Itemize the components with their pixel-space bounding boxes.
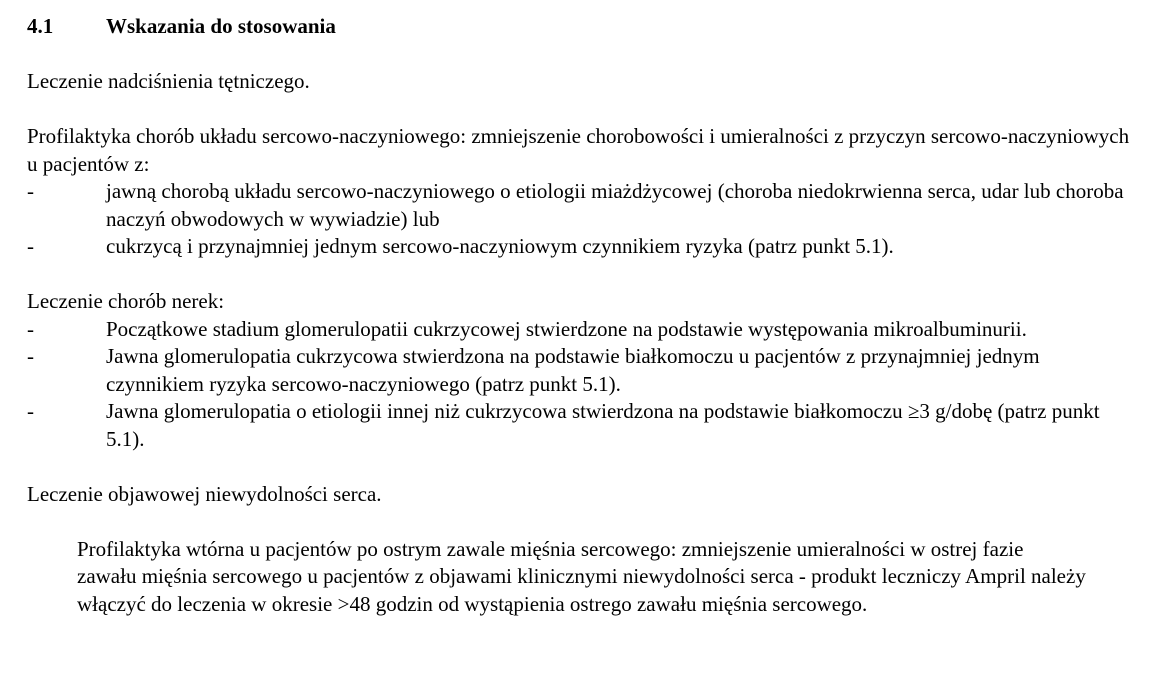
hypertension-paragraph: Leczenie nadciśnienia tętniczego. — [27, 69, 310, 93]
section-number: 4.1 — [27, 14, 54, 38]
cardio-prevention-block — [27, 123, 1137, 261]
list-item — [27, 398, 1137, 453]
list-item-text: Jawna glomerulopatia o etiologii innej niż cukrzycowa stwierdzona na podstawie białkomoczu ≥3 g/dobę (patrz punkt 5.1). — [106, 399, 1100, 451]
bullet-dash: - — [27, 399, 34, 423]
document-page — [27, 13, 1137, 618]
list-item-text: cukrzycą i przynajmniej jednym sercowo-naczyniowym czynnikiem ryzyka (patrz punkt 5.1). — [106, 234, 894, 258]
section-title: Wskazania do stosowania — [106, 14, 336, 38]
list-item-text: jawną chorobą układu sercowo-naczyniowego o etiologii miażdżycowej (choroba niedokrwienna serca, udar lub choroba naczyń obwodowych w wywiadzie) lub — [106, 179, 1124, 231]
bullet-dash: - — [27, 234, 34, 258]
bullet-dash: - — [27, 179, 34, 203]
list-item — [27, 343, 1137, 398]
list-item — [27, 316, 1137, 344]
secondary-prevention-paragraph: Profilaktyka wtórna u pacjentów po ostrym zawale mięśnia sercowego: zmniejszenie umieralności w ostrej fazie zawału mięśnia sercowego u pacjentów z objawami klinicznymi niewydolności serca - produkt leczniczy Ampril należy włączyć do leczenia w okresie >48 godzin od wystąpienia ostrego zawału mięśnia sercowego. — [77, 536, 1086, 616]
section-heading — [27, 13, 1137, 41]
heart-failure-paragraph: Leczenie objawowej niewydolności serca. — [27, 481, 382, 506]
bullet-dash: - — [27, 316, 34, 341]
renal-intro-paragraph: Leczenie chorób nerek: — [27, 289, 225, 313]
renal-treatment-block — [27, 288, 1137, 453]
list-item-text: Jawna glomerulopatia cukrzycowa stwierdzona na podstawie białkomoczu u pacjentów z przynajmniej jednym czynnikiem ryzyka sercowo-naczyniowego (patrz punkt 5.1). — [106, 344, 1040, 396]
bullet-dash: - — [27, 344, 34, 368]
cardio-intro-paragraph: Profilaktyka chorób układu sercowo-naczyniowego: zmniejszenie chorobowości i umieralności z przyczyn sercowo-naczyniowych u pacjentów z: — [27, 124, 1130, 176]
list-item-text: Początkowe stadium glomerulopatii cukrzycowej stwierdzone na podstawie występowania mikroalbuminurii. — [106, 316, 1027, 341]
list-item — [27, 233, 1137, 261]
list-item — [27, 178, 1137, 233]
